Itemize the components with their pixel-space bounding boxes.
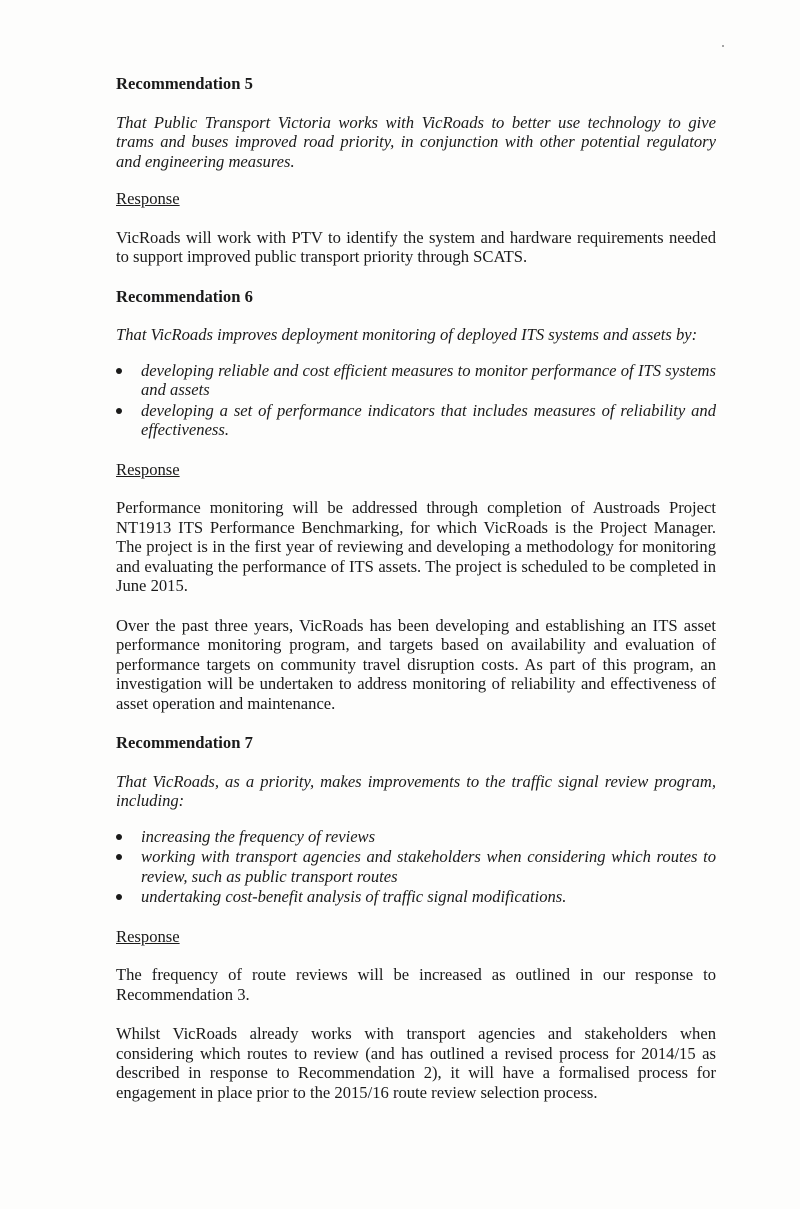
response-paragraph: Whilst VicRoads already works with transport agencies and stakeholders when considering which routes to review (and has outlined a revised process for 2014/15 as described in response to Recommendation 2), it will have a formalised process for engagement in place prior to the 2015/16 route review selection process. (116, 1024, 716, 1102)
bullet-text: developing reliable and cost efficient measures to monitor performance of ITS systems and assets (141, 360, 716, 399)
bullet-item (116, 401, 716, 440)
response-paragraph: Performance monitoring will be addressed through completion of Austroads Project NT1913 ITS Performance Benchmarking, for which VicRoads is the Project Manager. The project is in the first year of reviewing and developing a methodology for monitoring and evaluating the performance of ITS assets. The project is scheduled to be completed in June 2015. (116, 498, 716, 595)
recommendation-bullet-list (116, 827, 716, 907)
bullet-item (116, 847, 716, 886)
recommendation-6-section (116, 287, 716, 714)
recommendation-bullet-list (116, 361, 716, 440)
bullet-icon (116, 408, 122, 414)
recommendation-text: That Public Transport Victoria works with VicRoads to better use technology to give trams and buses improved road priority, in conjunction with other potential regulatory and engineering measures. (116, 112, 716, 171)
bullet-icon (116, 834, 122, 840)
bullet-icon (116, 368, 122, 374)
bullet-item (116, 887, 716, 907)
bullet-text: increasing the frequency of reviews (141, 826, 376, 846)
recommendation-text: That VicRoads, as a priority, makes improvements to the traffic signal review program, including: (116, 771, 716, 810)
section-heading: Recommendation 6 (116, 286, 253, 306)
bullet-text: undertaking cost-benefit analysis of traffic signal modifications. (141, 887, 567, 906)
section-heading: Recommendation 5 (116, 74, 253, 93)
response-label: Response (116, 189, 180, 208)
response-label: Response (116, 459, 180, 479)
document-body (116, 74, 716, 1122)
scan-speck (722, 45, 724, 47)
bullet-item (116, 827, 716, 847)
bullet-text: developing a set of performance indicators that includes measures of reliability and effectiveness. (141, 400, 716, 439)
response-paragraph: VicRoads will work with PTV to identify the system and hardware requirements needed to support improved public transport priority through SCATS. (116, 227, 716, 266)
response-paragraph: Over the past three years, VicRoads has been developing and establishing an ITS asset performance monitoring program, and targets based on availability and evaluation of performance targets on community travel disruption costs. As part of this program, an investigation will be undertaken to address monitoring of reliability and effectiveness of asset operation and maintenance. (116, 615, 716, 713)
recommendation-text: That VicRoads improves deployment monitoring of deployed ITS systems and assets by: (116, 325, 698, 344)
bullet-text: working with transport agencies and stakeholders when considering which routes to review, such as public transport routes (141, 847, 716, 886)
response-paragraph: The frequency of route reviews will be increased as outlined in our response to Recommendation 3. (116, 965, 716, 1004)
bullet-item (116, 361, 716, 400)
recommendation-7-section (116, 733, 716, 1102)
section-heading: Recommendation 7 (116, 733, 253, 752)
recommendation-5-section (116, 74, 716, 267)
bullet-icon (116, 854, 122, 860)
response-label: Response (116, 926, 180, 946)
bullet-icon (116, 894, 122, 900)
